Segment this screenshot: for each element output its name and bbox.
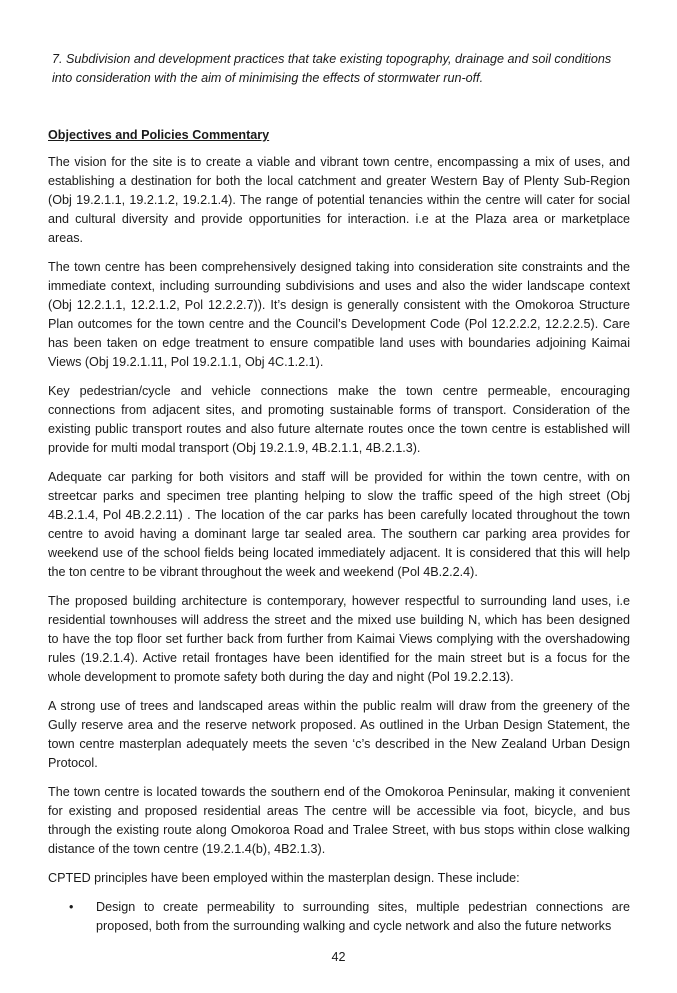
paragraph: The proposed building architecture is contemporary, however respectful to surrounding land uses, i.e residential townhouses will address the street and the mixed use building N, which has been designed to have the top floor set further back from further from Kaimai Views complying with the overshadowing rules (19.2.1.4). Active retail frontages have been identified for the main street but is a focus for the whole development to promote safety both during the day and night (Pol 19.2.2.13). (48, 594, 630, 684)
paragraph: A strong use of trees and landscaped areas within the public realm will draw from the greenery of the Gully reserve area and the reserve network proposed. As outlined in the Urban Design Statement, the town centre masterplan adequately meets the seven ‘c’s described in the New Zealand Urban Design Protocol. (48, 699, 630, 770)
paragraph: Key pedestrian/cycle and vehicle connections make the town centre permeable, encouraging connections from adjacent sites, and promoting sustainable forms of transport. Consideration of the existing public transport routes and also future alternate routes once the town centre is established will provide for multi modal transport (Obj 19.2.1.9, 4B.2.1.1, 4B.2.1.3). (48, 384, 630, 455)
paragraph: CPTED principles have been employed within the masterplan design. These include: (48, 871, 520, 885)
bullet-icon: • (69, 900, 74, 914)
cpted-bullet-list (48, 898, 630, 936)
intro-objective: 7. Subdivision and development practices that take existing topography, drainage and soil conditions into consideration with the aim of minimising the effects of stormwater run-off. (52, 52, 612, 85)
paragraph: The town centre has been comprehensively designed taking into consideration site constraints and the immediate context, including surrounding subdivisions and uses and also the wider landscape context (Obj 12.2.1.1, 12.2.1.2, Pol 12.2.2.7)). It’s design is generally consistent with the Omokoroa Structure Plan outcomes for the town centre and the Council’s Development Code (Pol 12.2.2.2, 12.2.2.5). Care has been taken on edge treatment to ensure compatible land uses with boundaries adjoining Kaimai Views (Obj 19.2.1.11, Pol 19.2.1.1, Obj 4C.1.2.1). (48, 260, 630, 369)
list-item-text: Design to create permeability to surrounding sites, multiple pedestrian connections are proposed, both from the surrounding walking and cycle network and also the future networks (96, 900, 630, 933)
page-number: 42 (331, 950, 346, 964)
paragraph: The vision for the site is to create a viable and vibrant town centre, encompassing a mix of uses, and establishing a destination for both the local catchment and greater Western Bay of Plenty Sub-Region (Obj 19.2.1.1, 19.2.1.2, 19.2.1.4). The range of potential tenancies within the centre will cater for social and cultural diversity and provide opportunities for interaction. i.e at the Plaza area or marketplace areas. (48, 155, 630, 245)
list-item (48, 898, 630, 936)
paragraph: The town centre is located towards the southern end of the Omokoroa Peninsular, making it convenient for existing and proposed residential areas The centre will be accessible via foot, bicycle, and bus through the existing route along Omokoroa Road and Tralee Street, with bus stops within close walking distance of the town centre (19.2.1.4(b), 4B2.1.3). (48, 785, 630, 856)
paragraph: Adequate car parking for both visitors and staff will be provided for within the town centre, with on streetcar parks and specimen tree planting helping to slow the traffic speed of the high street (Obj 4B.2.1.4, Pol 4B.2.2.11) . The location of the car parks has been carefully located throughout the town centre to avoid having a dominant large tar sealed area. The southern car parking area provides for weekend use of the school fields being located immediately adjacent. It is considered that this will help the ton centre to be vibrant throughout the week and weekend (Pol 4B.2.2.4). (48, 470, 630, 579)
commentary-body (48, 153, 630, 936)
section-heading: Objectives and Policies Commentary (48, 128, 270, 142)
